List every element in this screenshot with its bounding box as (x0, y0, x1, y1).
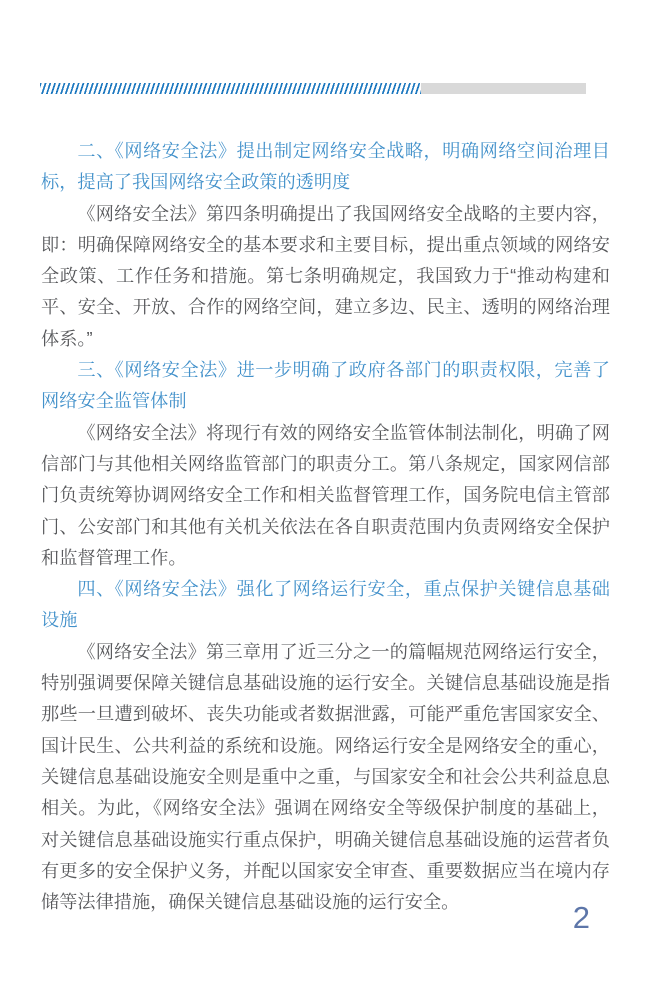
section-heading-three: 三、《网络安全法》进一步明确了政府各部门的职责权限，完善了网络安全监管体制 (41, 360, 610, 412)
section-heading-two: 二、《网络安全法》提出制定网络安全战略，明确网络空间治理目标，提高了我国网络安全政策的透明度 (41, 141, 610, 193)
paragraph-section-three: 《网络安全法》将现行有效的网络安全监管体制法制化，明确了网信部门与其他相关网络监管部门的职责分工。第八条规定，国家网信部门负责统筹协调网络安全工作和相关监督管理工作，国务院电信主管部门、公安部门和其他有关机关依法在各自职责范围内负责网络安全保护和监督管理工作。 (41, 422, 610, 568)
paragraph-section-four: 《网络安全法》第三章用了近三分之一的篇幅规范网络运行安全，特别强调要保障关键信息基础设施的运行安全。关键信息基础设施是指那些一旦遭到破坏、丧失功能或者数据泄露，可能严重危害国家安全、国计民生、公共利益的系统和设施。网络运行安全是网络安全的重心，关键信息基础设施安全则是重中之重，与国家安全和社会公共利益息息相关。为此，《网络安全法》强调在网络安全等级保护制度的基础上，对关键信息基础设施实行重点保护，明确关键信息基础设施的运营者负有更多的安全保护义务，并配以国家安全审查、重要数据应当在境内存储等法律措施，确保关键信息基础设施的运行安全。 (41, 641, 610, 913)
header-stripes-decoration (40, 83, 421, 94)
paragraph-section-two: 《网络安全法》第四条明确提出了我国网络安全战略的主要内容，即：明确保障网络安全的基本要求和主要目标，提出重点领域的网络安全政策、工作任务和措施。第七条明确规定，我国致力于“推动构建和平、安全、开放、合作的网络空间，建立多边、民主、透明的网络治理体系。” (41, 203, 610, 349)
page-number: 2 (572, 900, 590, 935)
section-heading-four: 四、《网络安全法》强化了网络运行安全，重点保护关键信息基础设施 (41, 579, 610, 631)
document-body (41, 136, 610, 918)
header-decoration (40, 83, 586, 94)
header-gray-bar-decoration (421, 83, 586, 94)
